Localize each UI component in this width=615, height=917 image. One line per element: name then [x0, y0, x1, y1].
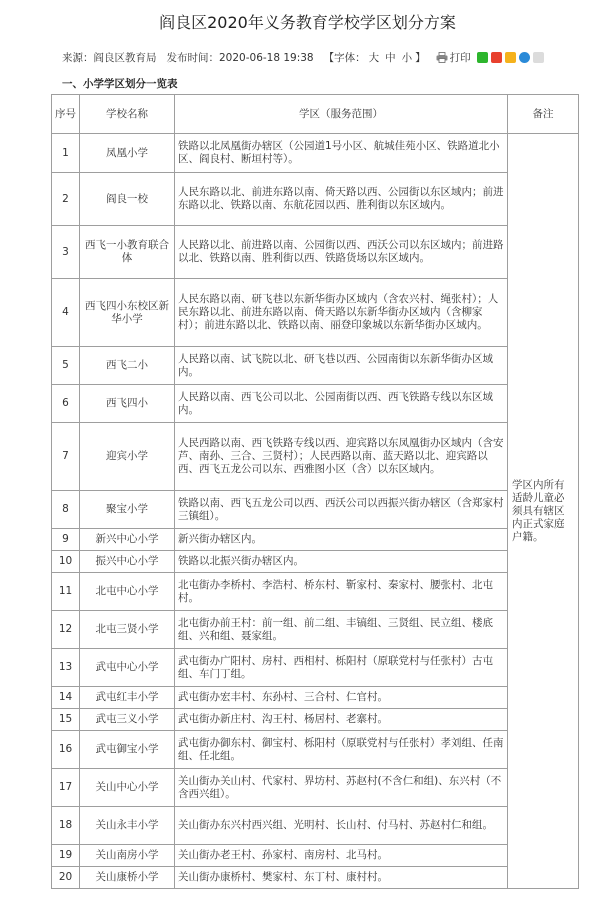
wechat-share-icon[interactable]	[477, 52, 488, 63]
district-range: 铁路以南、西飞五龙公司以西、西沃公司以西振兴街办辖区（含郑家村三镇组）。	[175, 491, 508, 529]
row-number: 8	[52, 491, 80, 529]
font-size-prefix: 【字体：	[323, 52, 366, 64]
school-name: 新兴中心小学	[80, 529, 175, 551]
more-share-icon[interactable]	[533, 52, 544, 63]
table-row	[52, 867, 579, 889]
row-number: 15	[52, 709, 80, 731]
row-number: 11	[52, 573, 80, 611]
font-small-link[interactable]: 小	[401, 52, 413, 64]
school-name: 武屯中心小学	[80, 649, 175, 687]
school-name: 关山康桥小学	[80, 867, 175, 889]
font-size-suffix: 】	[415, 52, 426, 64]
qzone-share-icon[interactable]	[505, 52, 516, 63]
weibo-share-icon[interactable]	[491, 52, 502, 63]
district-range: 人民路以南、西飞公司以北、公园南街以西、西飞铁路专线以东区域内。	[175, 385, 508, 423]
table-row	[52, 649, 579, 687]
table-row	[52, 551, 579, 573]
row-number: 13	[52, 649, 80, 687]
school-name: 武屯三义小学	[80, 709, 175, 731]
source-label: 来源：阎良区教育局	[62, 52, 157, 64]
row-number: 14	[52, 687, 80, 709]
print-button[interactable]	[436, 50, 471, 65]
table-row	[52, 529, 579, 551]
publish-time: 发布时间：2020-06-18 19:38	[166, 52, 314, 64]
row-number: 19	[52, 845, 80, 867]
header-no: 序号	[52, 95, 80, 134]
school-name: 西飞二小	[80, 347, 175, 385]
row-number: 20	[52, 867, 80, 889]
header-district: 学区（服务范围）	[175, 95, 508, 134]
district-range: 新兴街办辖区内。	[175, 529, 508, 551]
row-number: 3	[52, 226, 80, 279]
district-range: 人民西路以南、西飞铁路专线以西、迎宾路以东凤凰街办区域内（含安芦、南孙、三合、三贤村）；人民西路以南、蓝天路以北、迎宾路以西、西飞五龙公司以东、西雅图小区（含）以东区域内。	[175, 423, 508, 491]
row-number: 2	[52, 173, 80, 226]
font-medium-link[interactable]: 中	[385, 52, 396, 64]
district-table	[51, 94, 579, 889]
header-school: 学校名称	[80, 95, 175, 134]
district-range: 武屯街办御东村、御宝村、栎阳村（原联党村与任张村）孝刘组、任南组、任北组。	[175, 731, 508, 769]
school-name: 关山南房小学	[80, 845, 175, 867]
district-range: 北屯街办李桥村、李浩村、桥东村、靳家村、秦家村、腰张村、北屯村。	[175, 573, 508, 611]
table-row	[52, 731, 579, 769]
section-heading: 一、小学学区划分一览表	[62, 78, 178, 90]
table-row	[52, 769, 579, 807]
row-number: 7	[52, 423, 80, 491]
note-cell: 学区内所有适龄儿童必须具有辖区内正式家庭户籍。	[508, 134, 579, 889]
district-range: 关山街办关山村、代家村、界坊村、苏赵村(不含仁和组)、东兴村（不含西兴组）。	[175, 769, 508, 807]
table-row	[52, 491, 579, 529]
district-range: 关山街办东兴村西兴组、光明村、长山村、付马村、苏赵村仁和组。	[175, 807, 508, 845]
row-number: 6	[52, 385, 80, 423]
district-range: 北屯街办前王村：前一组、前二组、丰镐组、三贤组、民立组、楼底组、兴和组、聂家组。	[175, 611, 508, 649]
table-row	[52, 173, 579, 226]
district-range: 铁路以北凤凰街办辖区（公园道1号小区、航城佳苑小区、铁路道北小区、阎良村、断垣村等）。	[175, 134, 508, 173]
table-row	[52, 687, 579, 709]
print-label: 打印	[449, 52, 471, 64]
table-row	[52, 845, 579, 867]
table-row	[52, 385, 579, 423]
table-row	[52, 807, 579, 845]
row-number: 16	[52, 731, 80, 769]
qq-share-icon[interactable]	[519, 52, 530, 63]
school-name: 北屯中心小学	[80, 573, 175, 611]
school-name: 武屯御宝小学	[80, 731, 175, 769]
table-row	[52, 423, 579, 491]
school-name: 武屯红丰小学	[80, 687, 175, 709]
table-row	[52, 709, 579, 731]
school-name: 西飞四小	[80, 385, 175, 423]
district-range: 人民东路以北、前进东路以南、倚天路以西、公园街以东区域内；前进东路以北、铁路以南、东航花园以西、胜利街以东区域内。	[175, 173, 508, 226]
table-header-row	[52, 95, 579, 134]
row-number: 9	[52, 529, 80, 551]
row-number: 12	[52, 611, 80, 649]
district-range: 人民东路以南、研飞巷以东新华街办区域内（含农兴村、绳张村）；人民东路以北、前进东路以南、倚天路以东新华街办区域内（含柳家村）；前进东路以北、铁路以南、丽登印象城以东新华街办区域内。	[175, 279, 508, 347]
table-row	[52, 347, 579, 385]
school-name: 西飞一小教育联合体	[80, 226, 175, 279]
row-number: 10	[52, 551, 80, 573]
header-note: 备注	[508, 95, 579, 134]
school-name: 凤凰小学	[80, 134, 175, 173]
printer-icon	[436, 52, 448, 63]
school-name: 迎宾小学	[80, 423, 175, 491]
district-range: 人民路以南、试飞院以北、研飞巷以西、公园南街以东新华街办区域内。	[175, 347, 508, 385]
district-range: 武屯街办新庄村、沟王村、杨居村、老寨村。	[175, 709, 508, 731]
row-number: 4	[52, 279, 80, 347]
school-name: 关山永丰小学	[80, 807, 175, 845]
font-large-link[interactable]: 大	[368, 52, 380, 64]
table-row	[52, 573, 579, 611]
district-range: 人民路以北、前进路以南、公园街以西、西沃公司以东区域内；前进路以北、铁路以南、胜利街以西、铁路货场以东区域内。	[175, 226, 508, 279]
school-name: 关山中心小学	[80, 769, 175, 807]
district-range: 武屯街办广阳村、房村、西相村、栎阳村（原联党村与任张村）古屯组、车门丁组。	[175, 649, 508, 687]
table-row	[52, 611, 579, 649]
district-range: 铁路以北振兴街办辖区内。	[175, 551, 508, 573]
district-range: 武屯街办宏丰村、东孙村、三合村、仁官村。	[175, 687, 508, 709]
table-row	[52, 134, 579, 173]
row-number: 18	[52, 807, 80, 845]
school-name: 西飞四小东校区新华小学	[80, 279, 175, 347]
share-bar	[477, 52, 544, 63]
school-name: 北屯三贤小学	[80, 611, 175, 649]
district-range: 关山街办康桥村、樊家村、东丁村、康村村。	[175, 867, 508, 889]
row-number: 5	[52, 347, 80, 385]
article-meta	[62, 50, 544, 65]
school-name: 阎良一校	[80, 173, 175, 226]
article-title: 阎良区2020年义务教育学校学区划分方案	[159, 13, 456, 32]
table-row	[52, 226, 579, 279]
row-number: 17	[52, 769, 80, 807]
school-name: 振兴中心小学	[80, 551, 175, 573]
district-range: 关山街办老王村、孙家村、南房村、北马村。	[175, 845, 508, 867]
school-name: 聚宝小学	[80, 491, 175, 529]
table-row	[52, 279, 579, 347]
row-number: 1	[52, 134, 80, 173]
